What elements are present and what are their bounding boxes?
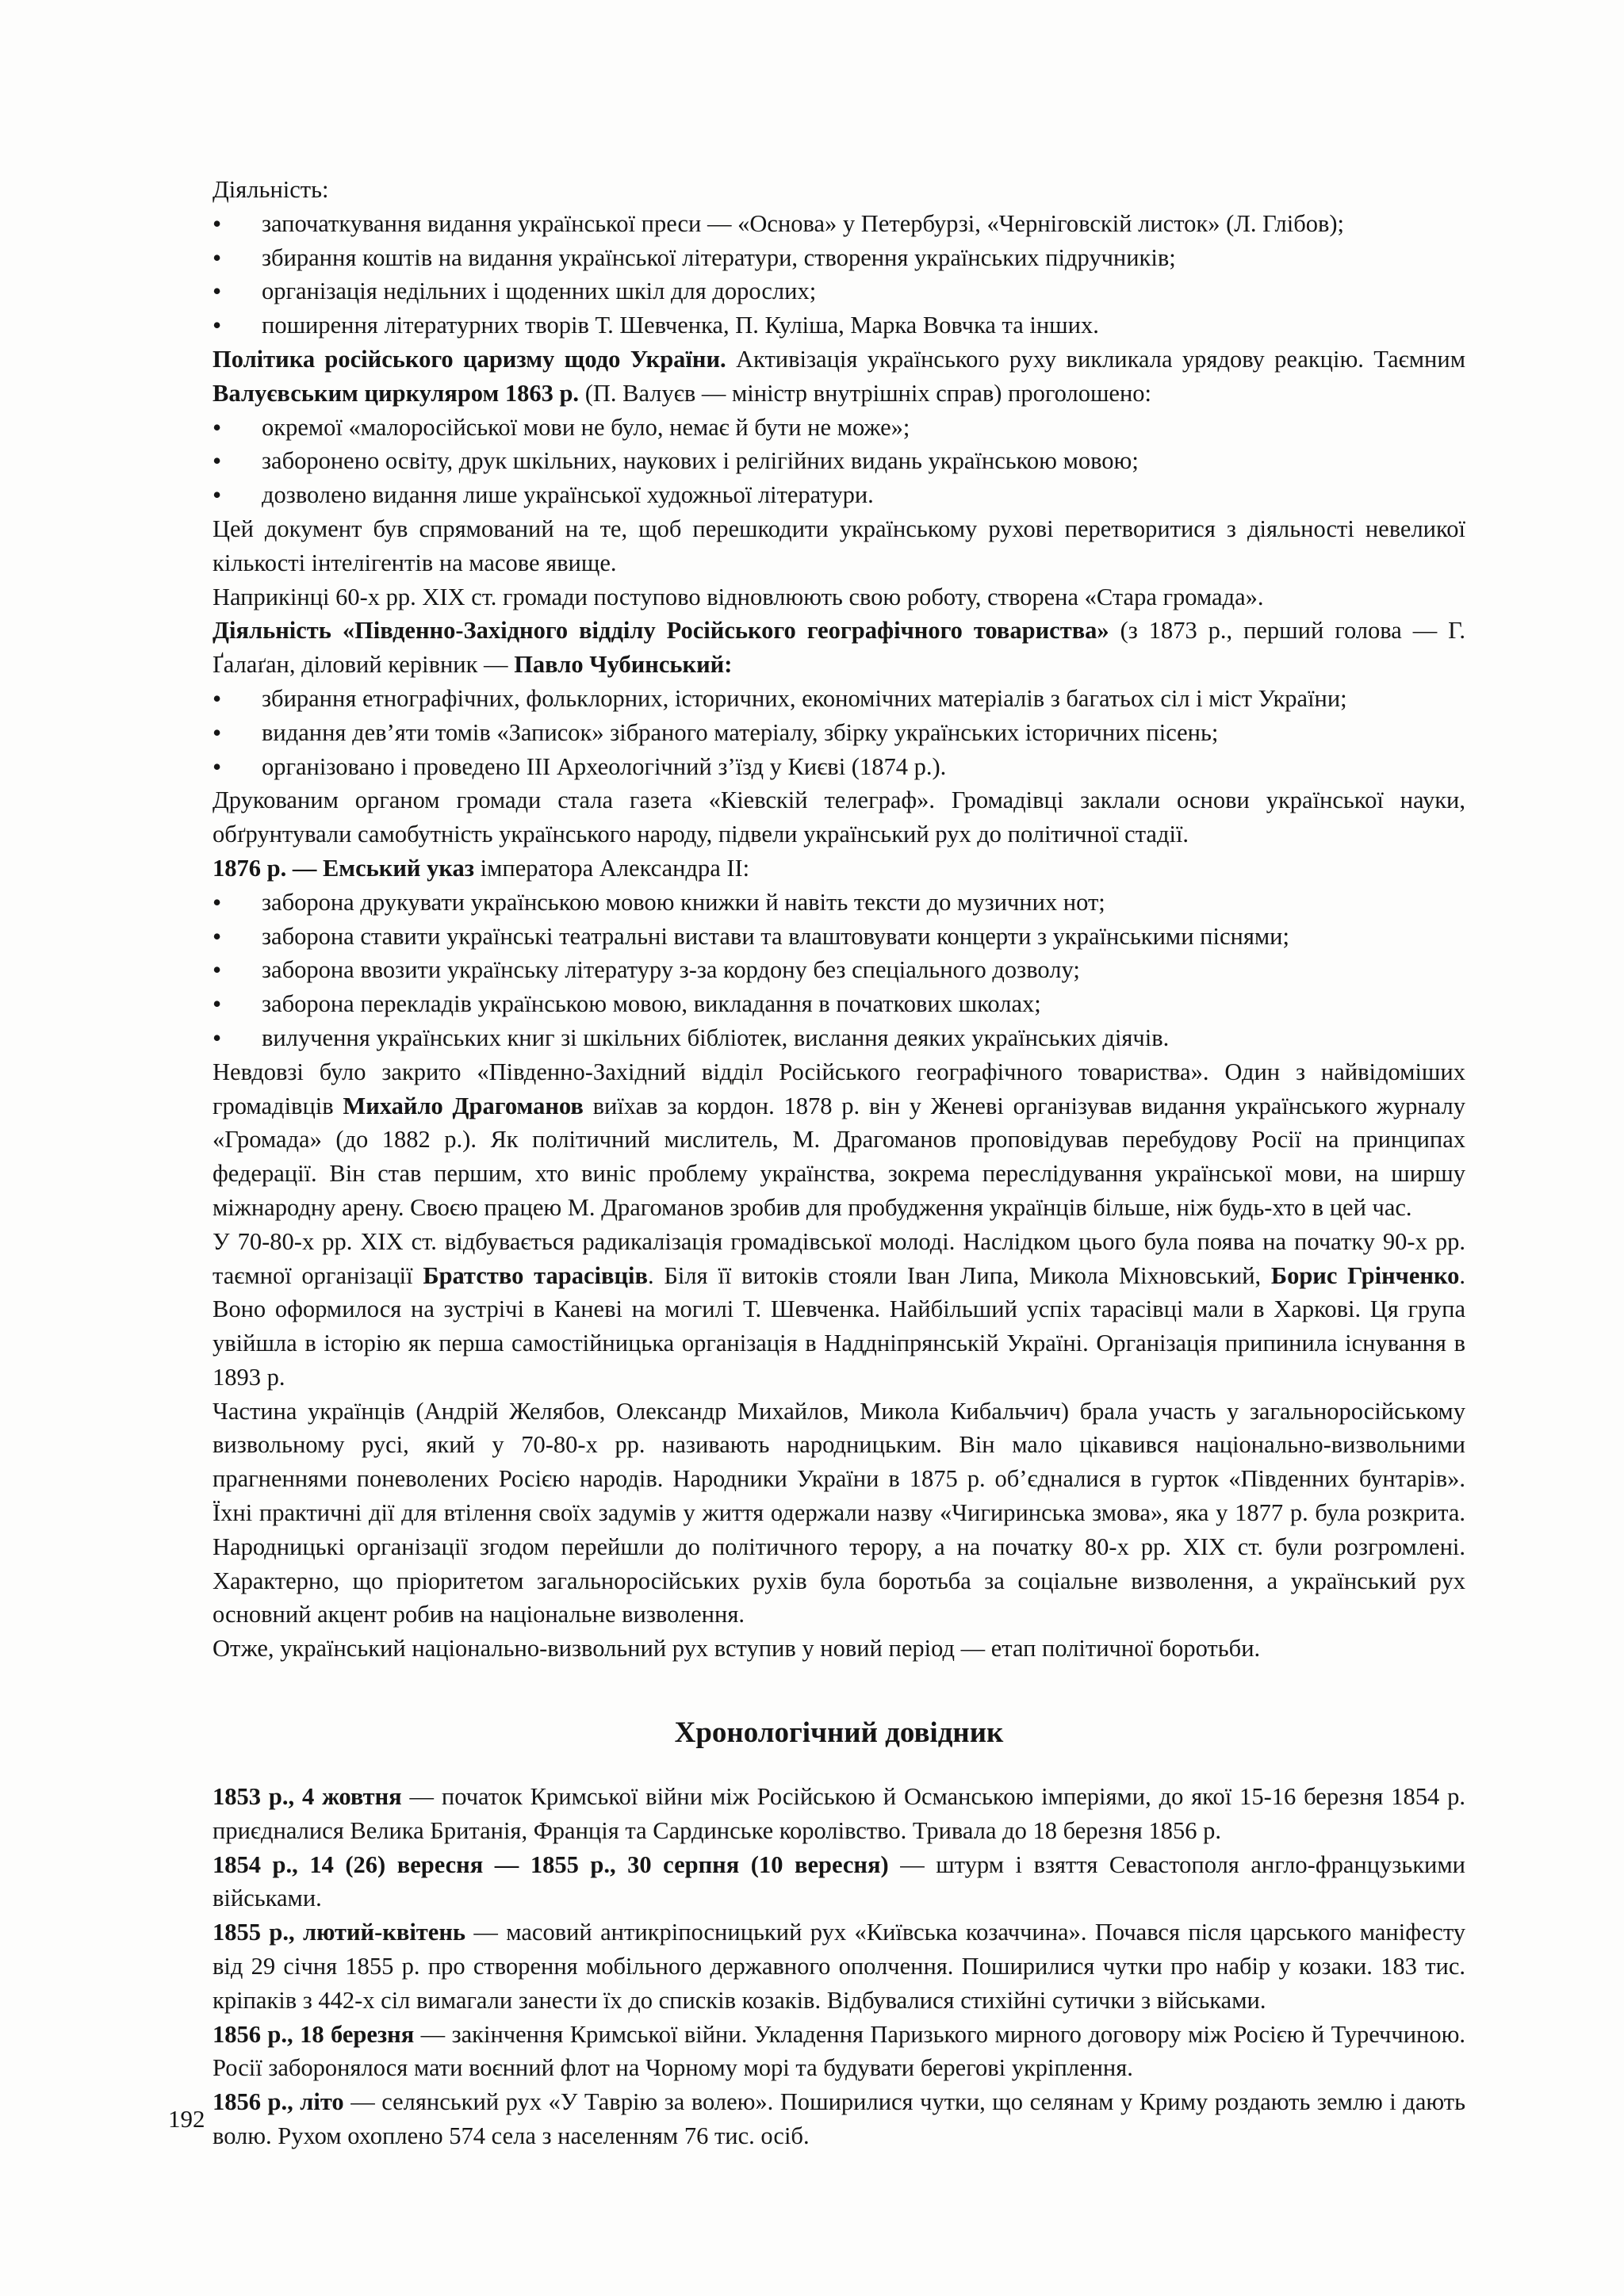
- chron-text: — закінчення Кримської війни. Укладення Паризького мирного договору між Росією й Туреччиною. Росії заборонялося мати воєнний флот на Чорному морі та будувати берегові укріплення.: [213, 2020, 1465, 2082]
- bold-text: Діяльність «Південно-Західного відділу Російського географічного товариства»: [213, 617, 1109, 645]
- list-item: • заборона друкувати українською мовою книжки й навіть тексти до музичних нот;: [213, 886, 1465, 920]
- drahomanov-paragraph: [213, 1055, 1465, 1225]
- bold-text: Борис Грінченко: [1270, 1261, 1460, 1289]
- list-item: • заборонено освіту, друк шкільних, наукових і релігійних видань українською мовою;: [213, 444, 1465, 478]
- policy-paragraph: [213, 342, 1465, 411]
- list-item: • вилучення українських книг зі шкільних бібліотек, вислання деяких українських діячів.: [213, 1021, 1465, 1055]
- chron-entry: [213, 1780, 1465, 1848]
- list-item: • поширення літературних творів Т. Шевченка, П. Куліша, Марка Вовчка та інших.: [213, 308, 1465, 342]
- chron-entry: [213, 2018, 1465, 2086]
- rgs-paragraph: [213, 614, 1465, 682]
- chron-text: — масовий антикріпосницький рух «Київська козаччина». Почався після царського маніфесту від 29 січня 1855 р. про створення мобільного державного ополчення. Поширилися чутки про набір у козаки. 183 тис. кріпаків з 442-х сіл вимагали занести їх до списків козаків. Відбувалися стихійні сутички з військами.: [213, 1919, 1465, 2014]
- bold-text: 1876 р. — Емський указ: [213, 854, 474, 882]
- chron-entry: [213, 1848, 1465, 1916]
- list-item: • започаткування видання української преси — «Основа» у Петербурзі, «Черніговскій листок» (Л. Глібов);: [213, 207, 1465, 241]
- paragraph-text: (з 1873 р., перший голова — Г. Ґалаґан, діловий керівник —: [213, 617, 1465, 679]
- activity-list: [213, 207, 1465, 342]
- activity-label: Діяльність:: [213, 176, 329, 203]
- bold-text: Павло Чубинський:: [514, 651, 733, 679]
- list-item: • окремої «малоросійської мови не було, немає й бути не може»;: [213, 411, 1465, 445]
- list-item: • дозволено видання лише української художньої літератури.: [213, 478, 1465, 512]
- chron-text: — селянський рух «У Таврію за волею». Поширилися чутки, що селянам у Криму роздають землю і дають волю. Рухом охоплено 574 села з населенням 76 тис. осіб.: [213, 2088, 1465, 2150]
- paragraph-text: . Воно оформилося на зустрічі в Каневі на могилі Т. Шевченка. Найбільший успіх тарасівці мали в Харкові. Ця група увійшла в історію як перша самостійницька організація в Наддніпрянській Україні. Організація припинила існування в 1893 р.: [213, 1261, 1466, 1391]
- chron-entry: [213, 1915, 1465, 2017]
- chron-date: 1853 р., 4 жовтня: [213, 1783, 402, 1811]
- tarasivtsi-paragraph: [213, 1225, 1465, 1395]
- chronology-heading: Хронологічний довідник: [674, 1716, 1004, 1750]
- page-number: 192: [168, 2105, 205, 2133]
- bold-text: Політика російського царизму щодо України.: [213, 345, 726, 373]
- paragraph-text: (П. Валуєв — міністр внутрішніх справ) проголошено:: [579, 379, 1152, 407]
- paragraph-text: виїхав за кордон. 1878 р. він у Женеві організував видання українського журналу «Громада» (до 1882 р.). Як політичний мислитель, М. Драгоманов проповідував перебудову Росії на принципах федерації. Він став першим, хто виніс проблему українства, зокрема переслідування української мови, на ширшу міжнародну арену. Своєю працею М. Драгоманов зробив для пробудження українців більше, ніж будь-хто в цей час.: [213, 1092, 1465, 1221]
- list-item: • заборона перекладів українською мовою, викладання в початкових школах;: [213, 987, 1465, 1021]
- list-item: • заборона ввозити українську літературу з-за кордону без спеціального дозволу;: [213, 953, 1465, 987]
- bold-text: Михайло Драгоманов: [343, 1092, 584, 1119]
- chron-date: 1856 р., літо: [213, 2088, 344, 2116]
- list-item: • збирання коштів на видання української літератури, створення українських підручників;: [213, 241, 1465, 275]
- list-item: • заборона ставити українські театральні вистави та влаштовувати концерти з українськими піснями;: [213, 920, 1465, 954]
- paragraph-text: Активізація українського руху викликала урядову реакцію. Таємним: [726, 345, 1465, 373]
- conclusion-paragraph: Отже, український національно-визвольний рух вступив у новий період — етап політичної боротьби.: [213, 1635, 1261, 1663]
- chron-entry: [213, 2085, 1465, 2153]
- chron-text: — початок Кримської війни між Російською й Османською імперіями, до якої 15-16 березня 1854 р. приєдналися Велика Британія, Франція та Сардинське королівство. Тривала до 18 березня 1856 р.: [213, 1783, 1465, 1844]
- paragraph-text: . Біля її витоків стояли Іван Липа, Микола Міхновський,: [647, 1261, 1271, 1289]
- hromada-paragraph: Наприкінці 60-х рр. XIX ст. громади поступово відновлюють свою роботу, створена «Стара громада».: [213, 583, 1264, 610]
- list-item: • організація недільних і щоденних шкіл для дорослих;: [213, 274, 1465, 308]
- paragraph-text: Невдовзі було закрито «Південно-Західний відділ Російського географічного товариства». Один з найвідоміших громадівців: [213, 1058, 1465, 1119]
- narodnyky-paragraph: Частина українців (Андрій Желябов, Олександр Михайлов, Микола Кибальчич) брала участь у загальноросійському визвольному русі, який у 70-80-х рр. називають народницьким. Він мало цікавився національно-визвольними прагненнями поневолених Росією народів. Народники України в 1875 р. об’єдналися в гурток «Південних бунтарів». Їхні практичні дії для втілення своїх задумів у життя одержали назву «Чигиринська змова», яка у 1877 р. була розкрита. Народницькі організації згодом перейшли до політичного терору, а на початку 80-х рр. XIX ст. були розгромлені. Характерно, що пріоритетом загальноросійських рухів була боротьба за соціальне визволення, а український рух основний акцент робив на національне визволення.: [213, 1397, 1465, 1628]
- list-item: • видання дев’яти томів «Записок» зібраного матеріалу, збірку українських історичних пісень;: [213, 716, 1465, 750]
- telegraph-paragraph: Друкованим органом громади стала газета «Кіевскій телеграф». Громадівці заклали основи української науки, обґрунтували самобутність українського народу, підвели український рух до політичної стадії.: [213, 786, 1465, 848]
- chron-date: 1855 р., лютий-квітень: [213, 1919, 466, 1946]
- ems-list: [213, 886, 1465, 1055]
- chron-text: — штурм і взяття Севастополя англо-французькими військами.: [213, 1850, 1465, 1912]
- ems-paragraph: [213, 851, 1465, 886]
- list-item: • організовано і проведено III Археологічний з’їзд у Києві (1874 р.).: [213, 750, 1465, 784]
- paragraph-text: У 70-80-х рр. XIX ст. відбувається радикалізація громадівської молоді. Наслідком цього була поява на початку 90-х рр. таємної організації: [213, 1227, 1465, 1289]
- bold-text: Валуєвським циркуляром 1863 р.: [213, 379, 580, 407]
- chron-date: 1856 р., 18 березня: [213, 2020, 415, 2048]
- list-item: • збирання етнографічних, фольклорних, історичних, економічних матеріалів з багатьох сіл і міст України;: [213, 682, 1465, 716]
- chron-date: 1854 р., 14 (26) вересня — 1855 р., 30 серпня (10 вересня): [213, 1850, 889, 1878]
- rgs-list: [213, 682, 1465, 783]
- valuev-list: [213, 411, 1465, 512]
- doc-purpose-paragraph: Цей документ був спрямований на те, щоб перешкодити українському рухові перетворитися з діяльності невеликої кількості інтелігентів на масове явище.: [213, 515, 1465, 576]
- paragraph-text: імператора Александра II:: [473, 854, 750, 882]
- page-content: [213, 173, 1465, 2153]
- bold-text: Братство тарасівців: [423, 1261, 648, 1289]
